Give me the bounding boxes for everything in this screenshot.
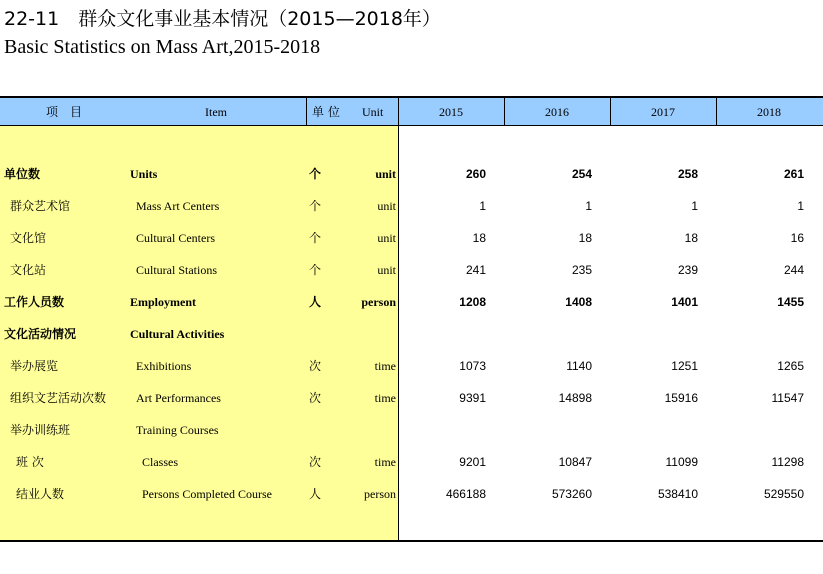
- row-unit-en: time: [374, 455, 396, 469]
- value-cell: 538410: [657, 487, 698, 501]
- value-cell: 9391: [459, 391, 486, 405]
- page-title-cn: 22-11 群众文化事业基本情况（2015—2018年）: [4, 8, 441, 30]
- row-unit-cn: 次: [309, 359, 322, 373]
- table-row: [0, 286, 823, 318]
- row-label-en: Cultural Stations: [136, 263, 217, 277]
- value-cell: 1455: [777, 295, 804, 309]
- value-cell: 1: [585, 199, 592, 213]
- value-cell: 466188: [445, 487, 486, 501]
- value-cell: 258: [677, 167, 698, 181]
- row-unit-en: time: [374, 391, 396, 405]
- value-cell: 14898: [558, 391, 592, 405]
- page-title-en: Basic Statistics on Mass Art,2015-2018: [4, 36, 321, 58]
- row-label-cn: 文化活动情况: [4, 327, 77, 341]
- row-label-en: Cultural Activities: [130, 327, 225, 341]
- value-cell: 1251: [671, 359, 698, 373]
- row-label-cn: 班 次: [16, 455, 44, 469]
- row-unit-en: time: [374, 359, 396, 373]
- row-label-en: Mass Art Centers: [136, 199, 220, 213]
- row-label-cn: 工作人员数: [4, 295, 65, 309]
- row-label-cn: 结业人数: [16, 487, 65, 501]
- header-year-2018: 2018: [757, 105, 781, 119]
- value-cell: 239: [677, 263, 698, 277]
- header-year-2015: 2015: [439, 105, 463, 119]
- value-cell: 18: [472, 231, 486, 245]
- header-year-2017: 2017: [651, 105, 675, 119]
- row-label-en: Employment: [130, 295, 196, 309]
- table-row: [0, 350, 823, 382]
- table-row: [0, 446, 823, 478]
- value-cell: 244: [783, 263, 804, 277]
- row-unit-cn: 个: [309, 231, 322, 245]
- header-item-cn: 项 目: [46, 105, 83, 119]
- value-cell: 18: [684, 231, 698, 245]
- value-cell: [386, 414, 486, 446]
- value-cell: 1: [797, 199, 804, 213]
- row-unit-en: unit: [377, 231, 396, 245]
- row-label-cn: 文化馆: [10, 231, 47, 245]
- header-year-2016: 2016: [545, 105, 569, 119]
- table-row: [0, 254, 823, 286]
- row-unit-cn: 人: [309, 295, 322, 309]
- row-unit-en: unit: [377, 199, 396, 213]
- row-label-cn: 文化站: [10, 263, 47, 277]
- table-row: [0, 222, 823, 254]
- value-cell: 573260: [551, 487, 592, 501]
- row-unit-en: unit: [375, 167, 396, 181]
- row-label-cn: 举办展览: [10, 359, 59, 373]
- row-label-en: Art Performances: [136, 391, 221, 405]
- row-unit-cn: 次: [309, 455, 322, 469]
- row-unit-en: person: [364, 487, 396, 501]
- value-cell: [492, 414, 592, 446]
- row-unit-cn: 人: [309, 487, 322, 501]
- row-label-cn: 组织文艺活动次数: [10, 391, 107, 405]
- value-cell: 11298: [771, 455, 804, 469]
- value-cell: 9201: [459, 455, 486, 469]
- value-cell: 529550: [763, 487, 804, 501]
- value-cell: 260: [465, 167, 486, 181]
- row-unit-cn: 个: [309, 263, 322, 277]
- value-cell: 11547: [771, 391, 804, 405]
- value-cell: 1140: [566, 359, 592, 373]
- header-divider: [306, 98, 307, 126]
- row-unit-en: unit: [377, 263, 396, 277]
- row-label-cn: 举办训练班: [10, 423, 71, 437]
- row-label-cn: 群众艺术馆: [10, 199, 71, 213]
- value-cell: 1408: [565, 295, 592, 309]
- value-cell: 241: [465, 263, 486, 277]
- row-label-en: Cultural Centers: [136, 231, 215, 245]
- value-cell: 10847: [558, 455, 592, 469]
- table-row: [0, 382, 823, 414]
- table-row: [0, 190, 823, 222]
- value-cell: [492, 318, 592, 350]
- value-cell: 11099: [665, 455, 698, 469]
- value-cell: 18: [578, 231, 592, 245]
- value-cell: [598, 414, 698, 446]
- table-row: [0, 158, 823, 190]
- value-cell: 261: [783, 167, 804, 181]
- table-row: [0, 414, 823, 446]
- value-cell: 1: [691, 199, 698, 213]
- table-row: [0, 478, 823, 510]
- table-row: [0, 318, 823, 350]
- row-label-en: Classes: [142, 455, 178, 469]
- row-label-en: Exhibitions: [136, 359, 192, 373]
- value-cell: [598, 318, 698, 350]
- header-item-en: Item: [205, 105, 227, 119]
- row-unit-en: person: [361, 295, 396, 309]
- row-label-cn: 单位数: [4, 167, 41, 181]
- value-cell: [704, 318, 804, 350]
- value-cell: 1208: [459, 295, 486, 309]
- row-unit-cn: 个: [309, 199, 322, 213]
- value-cell: 1401: [671, 295, 698, 309]
- value-cell: [704, 414, 804, 446]
- header-unit-en: Unit: [362, 105, 384, 119]
- value-cell: 254: [571, 167, 592, 181]
- row-unit-cn: 次: [309, 391, 322, 405]
- row-unit-cn: 个: [309, 167, 322, 181]
- value-cell: 15916: [664, 391, 698, 405]
- header-unit-cn: 单 位: [312, 105, 340, 119]
- value-cell: 1265: [777, 359, 804, 373]
- row-label-en: Training Courses: [136, 423, 219, 437]
- table-header: [0, 96, 823, 126]
- row-label-en: Units: [130, 167, 158, 181]
- table-bottom-rule: [0, 540, 823, 542]
- value-cell: 235: [571, 263, 592, 277]
- value-cell: 1: [479, 199, 486, 213]
- value-cell: [386, 318, 486, 350]
- value-cell: 1073: [459, 359, 486, 373]
- row-label-en: Persons Completed Course: [142, 487, 272, 501]
- value-cell: 16: [790, 231, 804, 245]
